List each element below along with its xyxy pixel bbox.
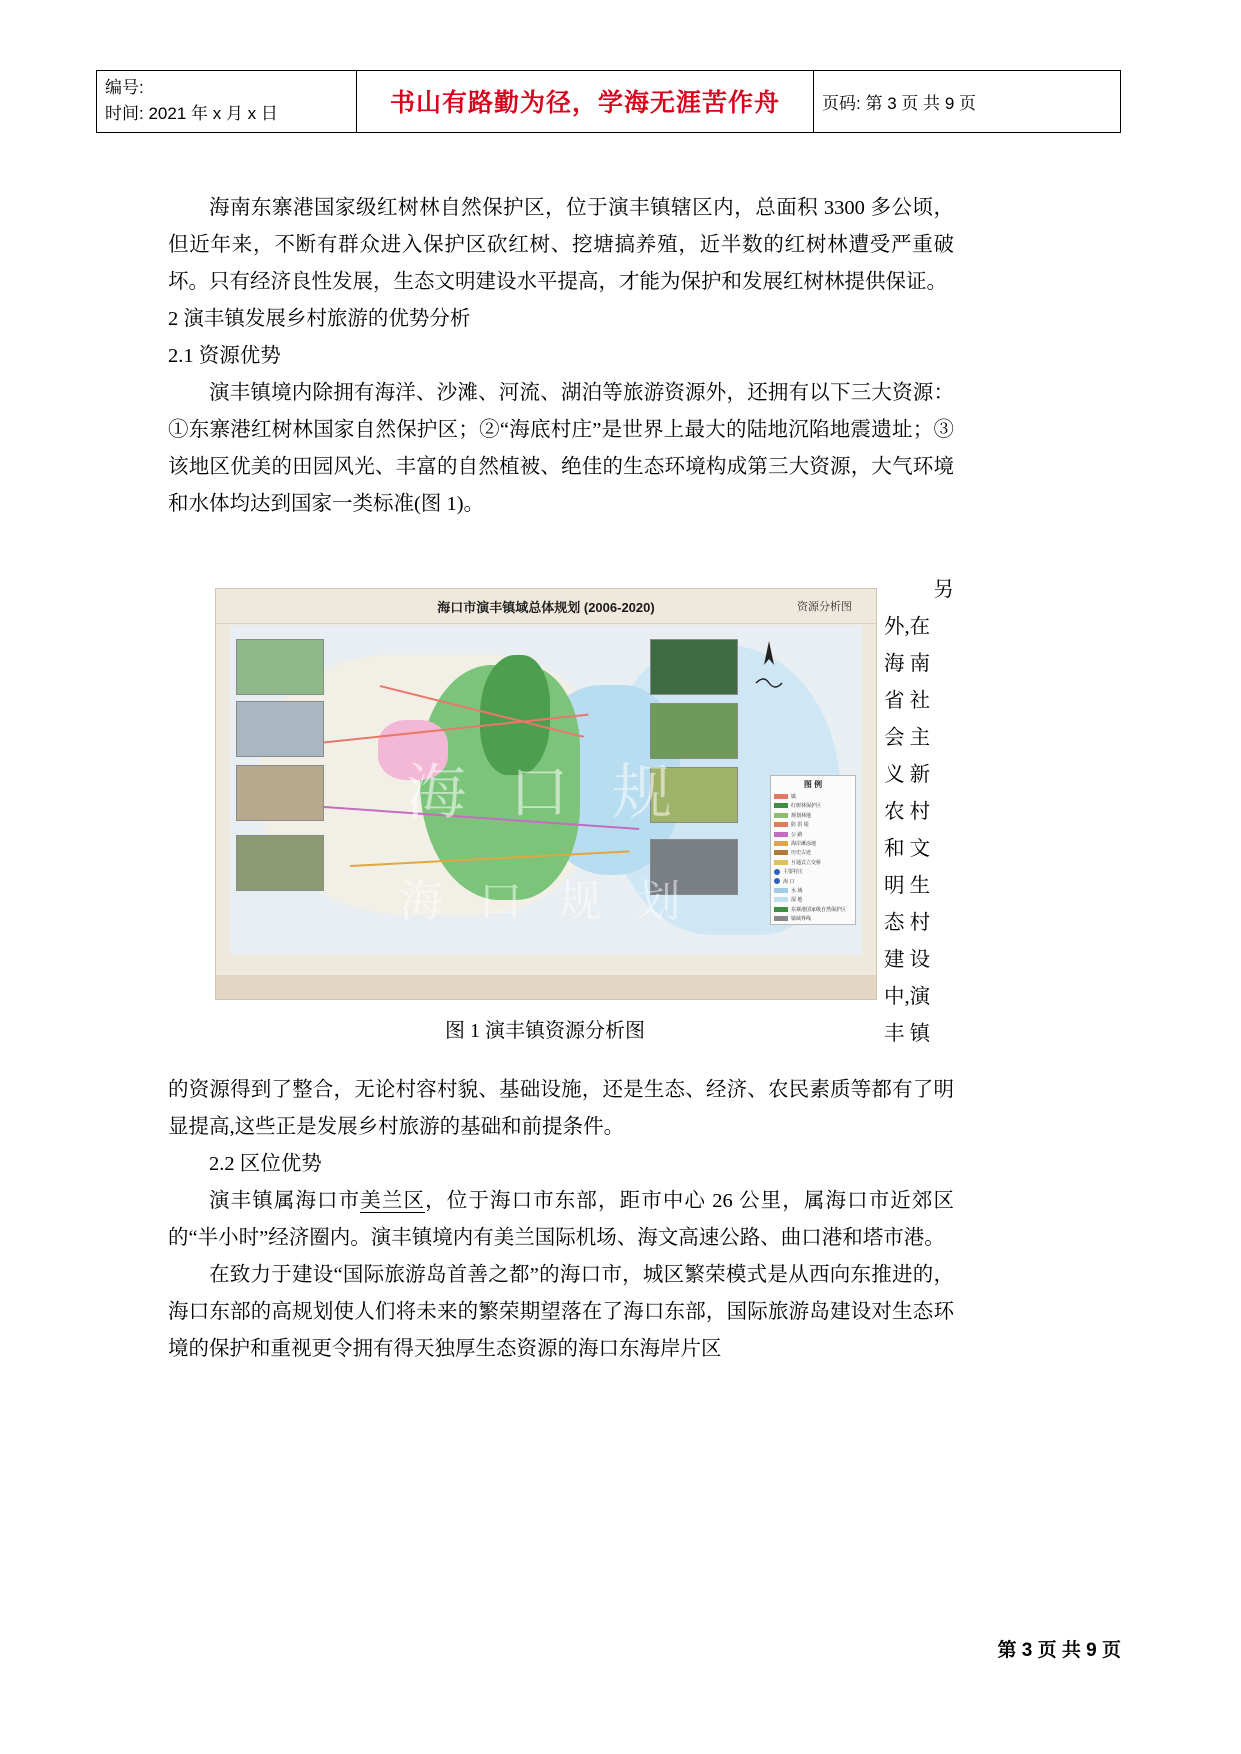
legend-item (774, 915, 852, 922)
map-watermark-secondary: 海 口 规 划 (399, 877, 693, 926)
legend-swatch (774, 916, 788, 921)
heading-2: 2 演丰镇发展乡村旅游的优势分析 (168, 308, 471, 330)
legend-swatch (774, 869, 780, 875)
header-page-cell (814, 71, 1121, 133)
legend-swatch (774, 803, 788, 808)
side-line: 省 社 (884, 690, 931, 712)
heading-2-1: 2.1 资源优势 (168, 345, 281, 367)
side-line: 外,在 (884, 616, 931, 638)
legend-swatch (774, 813, 788, 818)
side-wrapped-column (884, 572, 954, 1053)
legend-title: 图 例 (803, 780, 823, 789)
legend-label: 防 洪 堤 (791, 822, 809, 829)
side-line: 态 村 (884, 912, 931, 934)
side-line: 义 新 (884, 764, 931, 786)
legend-item (774, 868, 852, 875)
legend-swatch (774, 860, 788, 865)
map-photo-thumb (236, 701, 324, 757)
legend-swatch (774, 907, 788, 912)
paragraph-4-underlined: 美兰区 (360, 1190, 426, 1212)
side-line: 建 设 (884, 949, 931, 971)
legend-label: 镇 (791, 794, 797, 800)
legend-label: 规划林地 (791, 812, 812, 819)
legend-item (774, 831, 852, 838)
legend-label: 历史古迹 (791, 850, 812, 857)
paragraph-5: 在致力于建设“国际旅游岛首善之都”的海口市，城区繁荣模式是从西向东推进的，海口东部的高规划使人们将未来的繁荣期望落在了海口东部，国际旅游岛建设对生态环境的保护和重视更令拥有得天独厚生态资源的海口东海岸片区 (168, 1264, 954, 1360)
legend-item (774, 802, 852, 809)
legend-label: 公 路 (791, 831, 803, 838)
map-legend (770, 775, 856, 925)
side-line: 明 生 (884, 875, 931, 897)
compass-icon (746, 639, 792, 709)
legend-label: 主要村庄 (783, 869, 804, 876)
legend-label: 海岸滩涂地 (791, 840, 817, 847)
map-photo-thumb (236, 835, 324, 891)
legend-item (774, 859, 852, 866)
map-photo-thumb (650, 839, 738, 895)
legend-swatch (774, 850, 788, 855)
legend-swatch (774, 897, 788, 902)
figure-1 (215, 588, 875, 1043)
header-time-value: 2021 年 x 月 x 日 (148, 104, 278, 124)
header-page-value: 第 3 页 共 9 页 (865, 93, 976, 113)
side-line: 另 (933, 579, 954, 601)
legend-item (774, 878, 852, 885)
heading-2-2: 2.2 区位优势 (209, 1153, 322, 1175)
map-watermark: 海 口 规 (406, 760, 686, 826)
legend-label: 湿 地 (791, 897, 803, 904)
paragraph-4-part-b: ，位于海口市东部，距市中心 26 公里，属海口市近郊区的“半小时”经济圈内。演丰镇境内有美兰国际机场、海文高速公路、曲口港和塔市港。 (168, 1190, 955, 1249)
map-photo-thumb (650, 767, 738, 823)
side-line: 海 南 (884, 653, 931, 675)
legend-label: 红树林保护区 (791, 803, 822, 810)
legend-swatch (774, 832, 788, 837)
map-photo-thumb (650, 703, 738, 759)
legend-item (774, 896, 852, 903)
header-slogan: 书山有路勤为径，学海无涯苦作舟 (357, 71, 814, 133)
header-page-label: 页码: (822, 93, 861, 113)
map-subtitle: 资源分析图 (797, 601, 852, 613)
figure-image (215, 588, 877, 1000)
header-number-label: 编号: (105, 78, 144, 97)
figure-image-footerbar (216, 975, 876, 999)
legend-label: 水 域 (791, 887, 803, 894)
legend-item (774, 793, 852, 800)
map-title: 海口市演丰镇域总体规划 (2006-2020) (437, 600, 655, 615)
legend-item (774, 840, 852, 847)
map-photo-thumb (236, 639, 324, 695)
body-text-lower (168, 1072, 954, 1368)
page-footer: 第 3 页 共 9 页 (997, 1640, 1121, 1661)
header-time (105, 101, 348, 127)
legend-swatch (774, 794, 788, 799)
legend-item (774, 849, 852, 856)
paragraph-3: 的资源得到了整合，无论村容村貌、基础设施，还是生态、经济、农民素质等都有了明显提高,这些正是发展乡村旅游的基础和前提条件。 (168, 1079, 954, 1138)
body-text-upper (168, 190, 954, 523)
side-line: 中,演 (884, 986, 931, 1008)
legend-swatch (774, 888, 788, 893)
legend-item (774, 887, 852, 894)
legend-item (774, 812, 852, 819)
figure-caption: 图 1 演丰镇资源分析图 (445, 1020, 645, 1042)
legend-swatch (774, 878, 780, 884)
legend-item (774, 906, 852, 913)
legend-swatch (774, 822, 788, 827)
map-forest-zone (480, 655, 550, 775)
paragraph-4 (168, 1183, 954, 1257)
paragraph-4-part-a: 演丰镇属海口市 (209, 1190, 361, 1212)
side-line: 和 文 (884, 838, 931, 860)
legend-label: 东寨港国家级自然保护区 (791, 906, 847, 913)
side-line: 丰 镇 (884, 1023, 931, 1045)
legend-label: 镇域界线 (791, 916, 812, 923)
legend-swatch (774, 841, 788, 846)
map-canvas (230, 625, 862, 955)
legend-label: 互通式立交桥 (791, 859, 822, 866)
header-left-cell (97, 71, 357, 133)
side-line: 农 村 (884, 801, 931, 823)
paragraph-2: 演丰镇境内除拥有海洋、沙滩、河流、湖泊等旅游资源外，还拥有以下三大资源：①东寨港红树林国家自然保护区；②“海底村庄”是世界上最大的陆地沉陷地震遗址；③该地区优美的田园风光、丰富的自然植被、绝佳的生态环境构成第三大资源，大气环境和水体均达到国家一类标准(图 1)。 (168, 382, 954, 515)
map-photo-thumb (650, 639, 738, 695)
legend-label: 海 口 (783, 878, 795, 885)
side-line: 会 主 (884, 727, 931, 749)
page-header-table (96, 70, 1121, 133)
paragraph-1: 海南东寨港国家级红树林自然保护区，位于演丰镇辖区内，总面积 3300 多公顷，但近年来，不断有群众进入保护区砍红树、挖塘搞养殖，近半数的红树林遭受严重破坏。只有经济良性发展，生态文明建设水平提高，才能为保护和发展红树林提供保证。 (168, 197, 954, 293)
legend-item (774, 821, 852, 828)
header-time-label: 时间: (105, 104, 144, 124)
map-photo-thumb (236, 765, 324, 821)
